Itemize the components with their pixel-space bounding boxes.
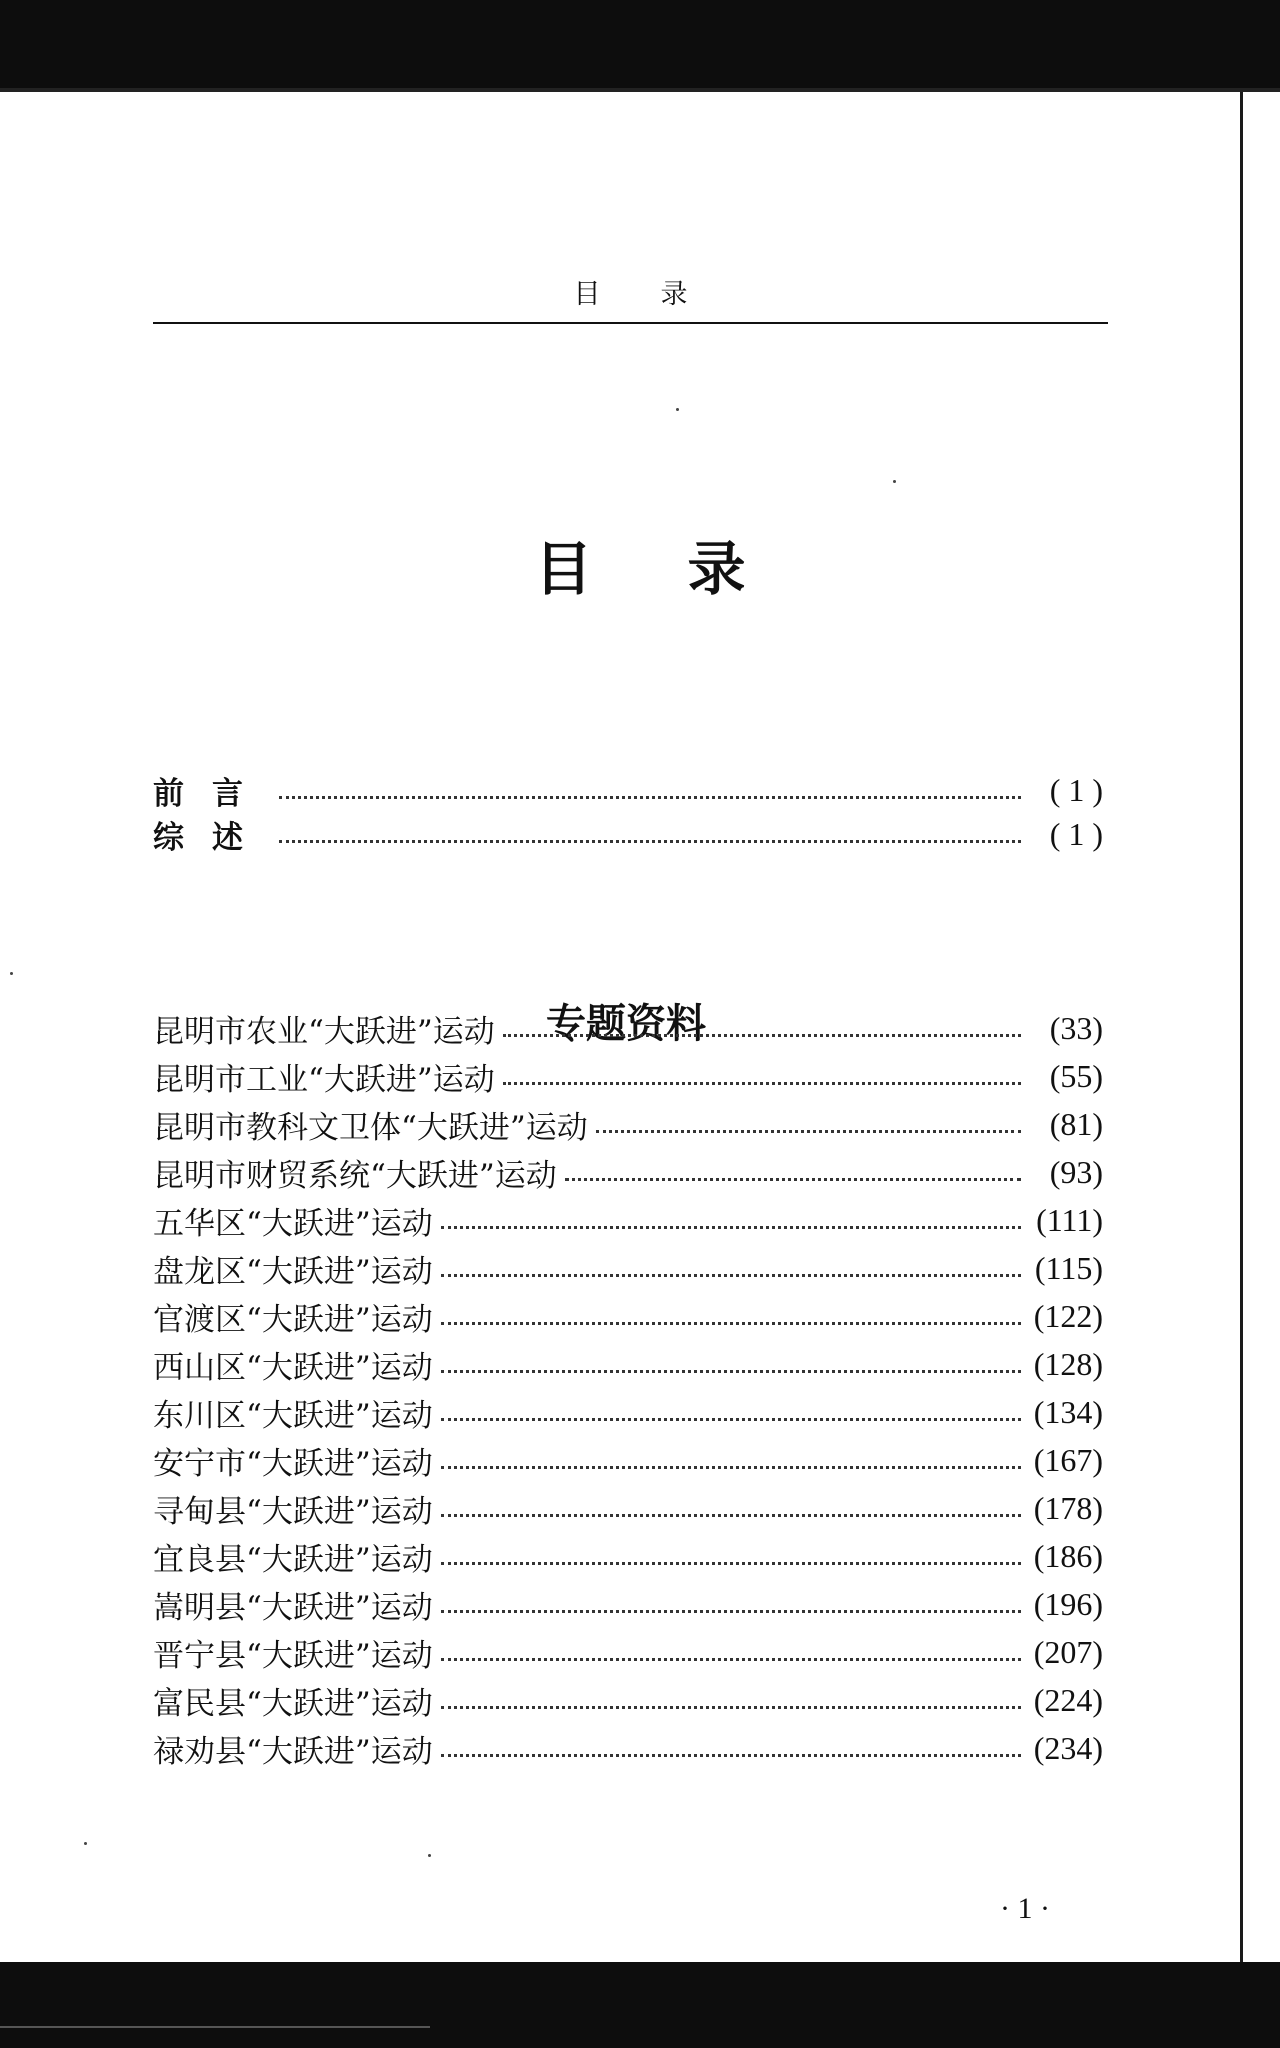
running-head-right: 录 [660, 279, 688, 310]
toc-entry[interactable] [153, 1388, 1103, 1436]
page-title-left: 目 [534, 535, 593, 603]
toc-entry-page: (207) [1033, 1633, 1103, 1670]
scan-speck [84, 1842, 87, 1845]
header-rule [153, 322, 1108, 324]
toc-leader-dots [441, 1508, 1021, 1517]
toc-entry-page: (186) [1033, 1537, 1103, 1574]
toc-entry-title: 晋宁县“大跃进”运动 [153, 1637, 433, 1674]
toc-entry-title: 昆明市财贸系统“大跃进”运动 [153, 1157, 557, 1194]
page-title [0, 522, 1280, 606]
toc-entry-title: 盘龙区“大跃进”运动 [153, 1253, 433, 1290]
toc-entry-page: (115) [1034, 1249, 1103, 1286]
toc-entry[interactable] [153, 1580, 1103, 1628]
toc-entry-overview[interactable] [153, 810, 1103, 858]
document-page [0, 88, 1280, 1962]
toc-entry-title: 西山区“大跃进”运动 [153, 1349, 433, 1386]
running-head-left: 目 [573, 279, 601, 310]
toc-leader-dots [441, 1460, 1021, 1469]
toc-entry-page: ( 1 ) [1049, 771, 1103, 808]
toc-leader-dots [441, 1700, 1021, 1709]
toc-entry-page: (128) [1033, 1345, 1103, 1382]
toc-entry-page: (122) [1033, 1297, 1103, 1334]
toc-entry[interactable] [153, 1292, 1103, 1340]
toc-leader-dots [441, 1364, 1021, 1373]
toc-leader-dots [441, 1652, 1021, 1661]
toc-entry[interactable] [153, 1532, 1103, 1580]
toc-entry-title: 富民县“大跃进”运动 [153, 1685, 433, 1722]
toc-entry-title: 昆明市教科文卫体“大跃进”运动 [153, 1109, 588, 1146]
toc-leader-dots [441, 1748, 1021, 1757]
toc-entry-page: (196) [1033, 1585, 1103, 1622]
toc-entry[interactable] [153, 1484, 1103, 1532]
toc-entry[interactable] [153, 1724, 1103, 1772]
toc-leader-dots [441, 1268, 1021, 1277]
toc-entry-title: 嵩明县“大跃进”运动 [153, 1589, 433, 1626]
toc-leader-dots [503, 1076, 1021, 1085]
toc-entry[interactable] [153, 1676, 1103, 1724]
scan-speck [428, 1854, 431, 1857]
toc-entry-page: (134) [1033, 1393, 1103, 1430]
toc-entry-page: (234) [1033, 1729, 1103, 1766]
toc-entry-title: 综述 [153, 819, 271, 856]
toc-entry[interactable] [153, 1100, 1103, 1148]
scan-speck [676, 408, 679, 411]
toc-entry-title: 昆明市农业“大跃进”运动 [153, 1013, 495, 1050]
toc-entry[interactable] [153, 1052, 1103, 1100]
toc-leader-dots [565, 1172, 1021, 1181]
toc-entry[interactable] [153, 1148, 1103, 1196]
toc-leader-dots [441, 1556, 1021, 1565]
toc-entry-page: (33) [1049, 1009, 1103, 1046]
toc-entry[interactable] [153, 1436, 1103, 1484]
toc-leader-dots [279, 834, 1021, 843]
toc-entry-preface[interactable] [153, 766, 1103, 814]
toc-entry-title: 官渡区“大跃进”运动 [153, 1301, 433, 1338]
toc-entry-title: 东川区“大跃进”运动 [153, 1397, 433, 1434]
toc-entry-title: 寻甸县“大跃进”运动 [153, 1493, 433, 1530]
toc-entry-title: 禄劝县“大跃进”运动 [153, 1733, 433, 1770]
toc-entry-title: 昆明市工业“大跃进”运动 [153, 1061, 495, 1098]
toc-entry-page: (224) [1033, 1681, 1103, 1718]
toc-leader-dots [441, 1316, 1021, 1325]
toc-entry-title: 宜良县“大跃进”运动 [153, 1541, 433, 1578]
toc-leader-dots [503, 1028, 1021, 1037]
toc-entry-page: (93) [1049, 1153, 1103, 1190]
toc-entry-page: (55) [1049, 1057, 1103, 1094]
toc-entry-page: (111) [1036, 1201, 1103, 1238]
running-head [153, 272, 1108, 311]
scan-speck [893, 480, 896, 483]
bottom-rule [0, 2026, 430, 2028]
toc-entry[interactable] [153, 1244, 1103, 1292]
scan-speck [10, 972, 13, 975]
toc-leader-dots [279, 790, 1021, 799]
toc-leader-dots [441, 1412, 1021, 1421]
toc-leader-dots [441, 1604, 1021, 1613]
toc-entry[interactable] [153, 1628, 1103, 1676]
page-number: · 1 · [1000, 1892, 1050, 1925]
toc-entry-page: (178) [1033, 1489, 1103, 1526]
toc-entry-title: 五华区“大跃进”运动 [153, 1205, 433, 1242]
toc-leader-dots [441, 1220, 1021, 1229]
page-title-right: 录 [687, 535, 746, 603]
section-heading: 专题资料 [546, 1000, 706, 1047]
toc-entry[interactable] [153, 1196, 1103, 1244]
toc-entry-page: (167) [1033, 1441, 1103, 1478]
toc-entry[interactable] [153, 1340, 1103, 1388]
toc-entry-page: ( 1 ) [1049, 815, 1103, 852]
toc-leader-dots [596, 1124, 1021, 1133]
toc-entry-title: 安宁市“大跃进”运动 [153, 1445, 433, 1482]
toc-entry[interactable] [153, 1004, 1103, 1052]
toc-entry-title: 前言 [153, 775, 271, 812]
toc-entry-page: (81) [1049, 1105, 1103, 1142]
